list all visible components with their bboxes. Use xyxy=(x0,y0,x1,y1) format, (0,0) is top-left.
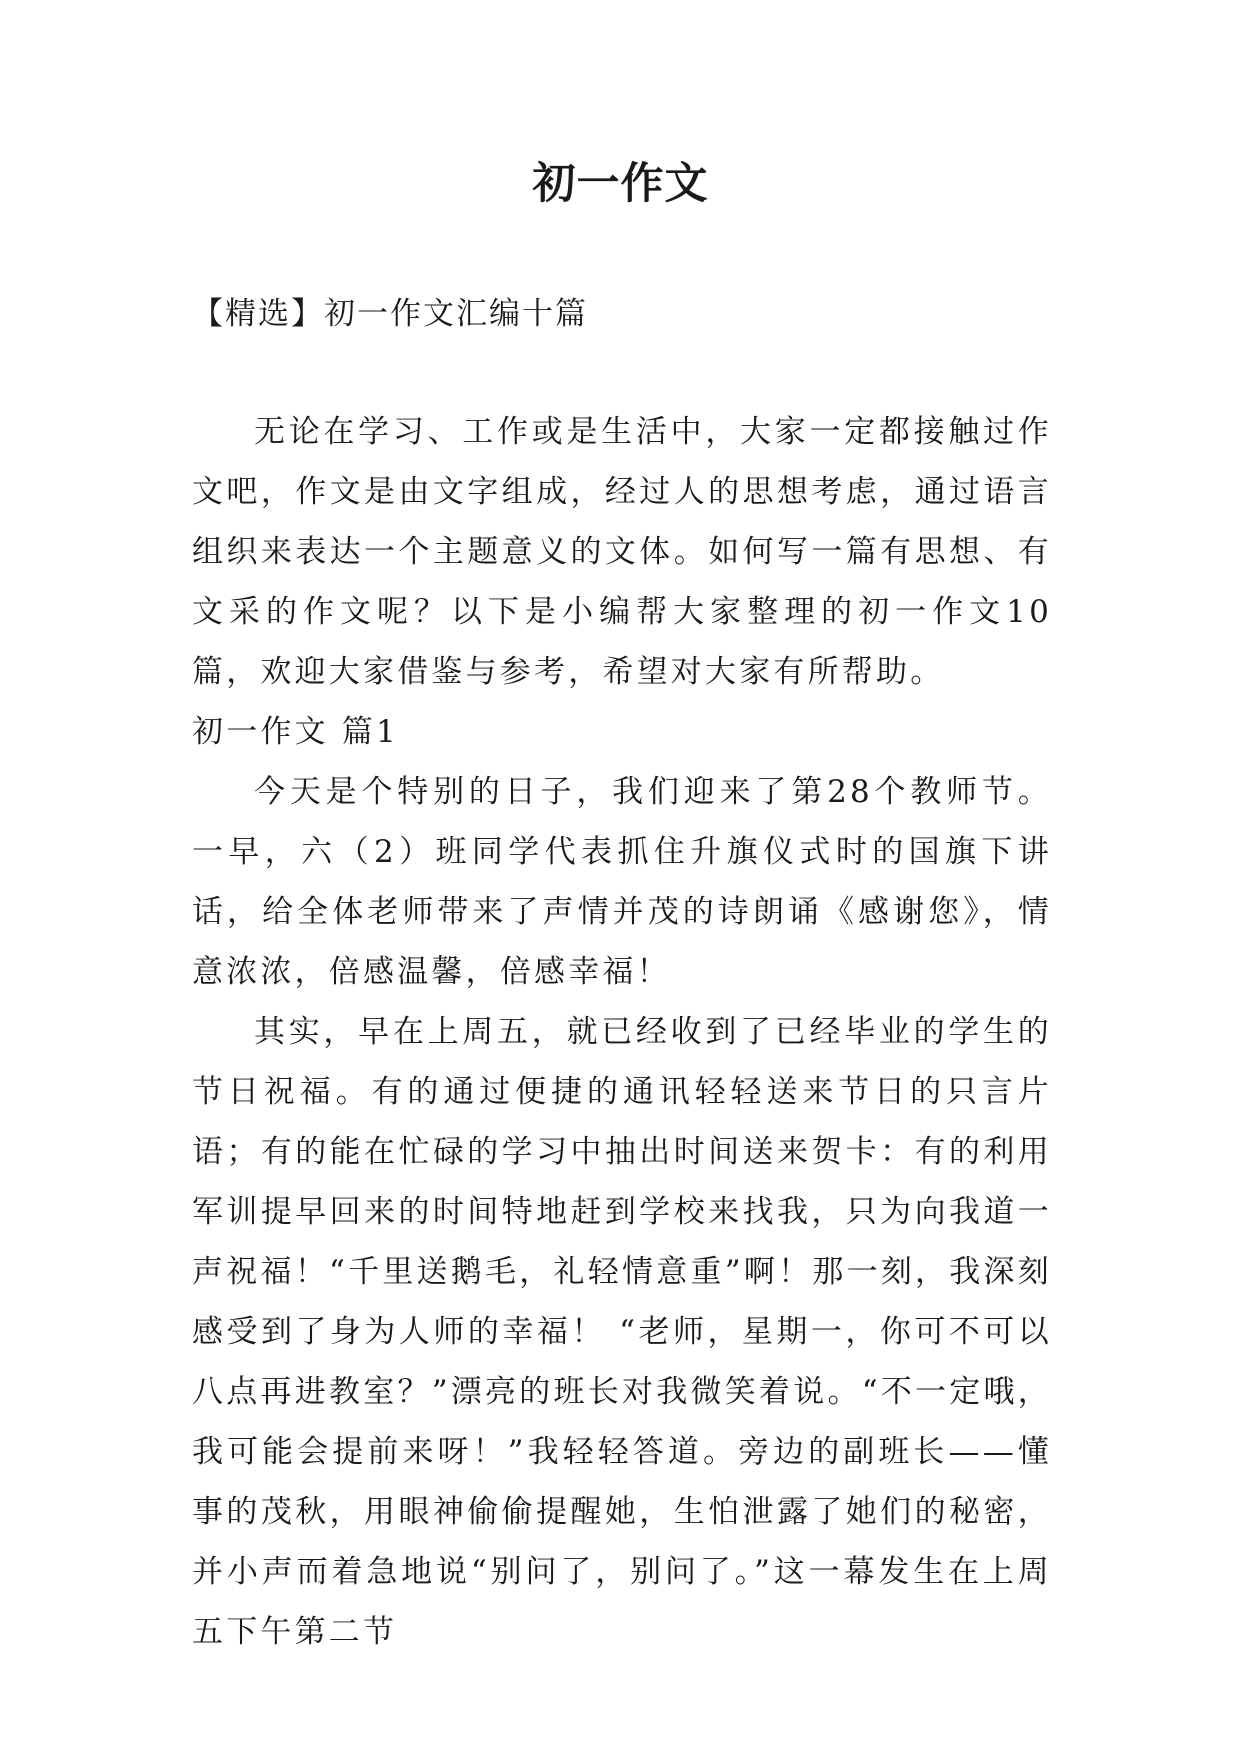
body-paragraph: 其实，早在上周五，就已经收到了已经毕业的学生的节日祝福。有的通过便捷的通讯轻轻送来节日的只言片语；有的能在忙碌的学习中抽出时间送来贺卡：有的利用军训提早回来的时间特地赶到学校来找我，只为向我道一声祝福！“千里送鹅毛，礼轻情意重”啊！那一刻，我深刻感受到了身为人师的幸福！ “老师，星期一，你可不可以八点再进教室？”漂亮的班长对我微笑着说。“不一定哦，我可能会提前来呀！”我轻轻答道。旁边的副班长——懂事的茂秋，用眼神偷偷提醒她，生怕泄露了她们的秘密，并小声而着急地说“别问了，别问了。”这一幕发生在上周五下午第二节 xyxy=(192,1014,1052,1650)
document-title: 初一作文 xyxy=(532,159,709,209)
section-heading: 初一作文 篇1 xyxy=(192,714,399,750)
document-body xyxy=(192,402,1052,1662)
body-paragraph: 今天是个特别的日子，我们迎来了第28个教师节。一早，六（2）班同学代表抓住升旗仪式时的国旗下讲话，给全体老师带来了声情并茂的诗朗诵《感谢您》，情意浓浓，倍感温馨，倍感幸福！ xyxy=(192,774,1052,990)
document-subtitle: 【精选】初一作文汇编十篇 xyxy=(192,296,588,332)
intro-paragraph: 无论在学习、工作或是生活中，大家一定都接触过作文吧，作文是由文字组成，经过人的思想考虑，通过语言组织来表达一个主题意义的文体。如何写一篇有思想、有文采的作文呢？以下是小编帮大家整理的初一作文10篇，欢迎大家借鉴与参考，希望对大家有所帮助。 xyxy=(192,414,1052,690)
